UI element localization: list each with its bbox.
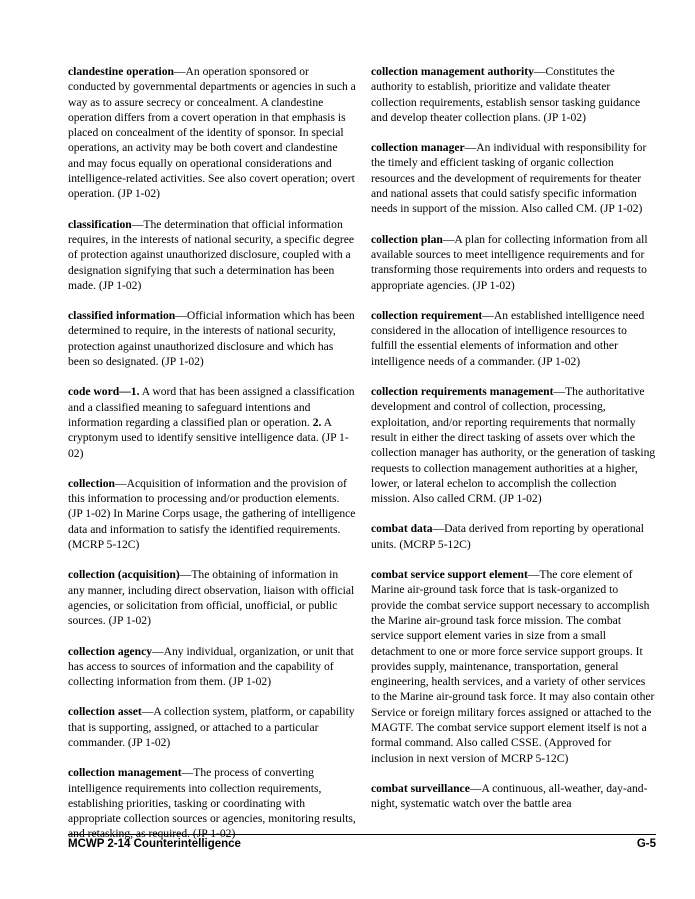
entry-term: collection requirement — [371, 308, 483, 322]
entry-definition: —The determination that official information requires, in the interests of national security, a specific degree of protection against unauthorized disclosure, coupled with a designation signifying that such a determination has been made. (JP 1-02) — [68, 217, 355, 292]
glossary-entry-collection-plan — [371, 232, 656, 293]
entry-term: collection manager — [371, 141, 465, 155]
entry-definition: —An established intelligence need considered in the allocation of intelligence resources to fulfill the essential elements of information and other intelligence needs of a commander. (JP 1-02) — [371, 308, 645, 368]
glossary-entry-combat-surveillance — [371, 781, 656, 812]
entry-term: collection — [68, 476, 116, 490]
entry-term: combat service support element — [371, 568, 528, 582]
glossary-entry-collection-management-authority — [371, 64, 656, 125]
entry-definition: —The authoritative development and control of collection, processing, exploitation, and/or reporting requirements that normally result in either the direct tasking of assets over which the collection manager has authority, or the generation of tasking requests to collection management authorities at a higher, lower, or lateral echelon to accomplish the collection mission. Also called CRM. (JP 1-02) — [371, 385, 656, 506]
entry-term: collection plan — [371, 232, 443, 246]
entry-definition: —An individual with responsibility for the timely and efficient tasking of organic collection resources and the development of requirements for theater and national assets that could satisfy specific information needs in support of the mission. Also called CM. (JP 1-02) — [371, 141, 647, 216]
entry-term: collection management authority — [371, 65, 534, 78]
entry-term: clandestine operation — [68, 65, 174, 78]
entry-term: collection asset — [68, 705, 142, 719]
entry-definition: —Official information which has been determined to require, in the interests of national security, protection against unauthorized disclosure and which has been so designated. (JP 1-02) — [68, 309, 355, 369]
entry-definition: —A collection system, platform, or capability that is supporting, assigned, or attached to a particular commander. (JP 1-02) — [68, 705, 355, 749]
entry-term: code word — [68, 385, 120, 399]
glossary-entry-collection-requirements-management — [371, 384, 656, 506]
glossary-entry-collection-asset — [68, 704, 356, 750]
glossary-entry-collection-manager — [371, 140, 656, 216]
entry-term: combat data — [371, 522, 433, 536]
entry-definition: —Any individual, organization, or unit that has access to sources of information and the capability of collecting information from them. (JP 1-02) — [68, 644, 354, 689]
glossary-entry-clandestine-operation — [68, 64, 356, 202]
glossary-entry-classification — [68, 217, 356, 293]
glossary-entry-classified-information — [68, 308, 356, 369]
entry-term: classified information — [68, 309, 176, 323]
footer-publication-title: MCWP 2-14 Counterintelligence — [68, 838, 241, 850]
entry-term: collection requirements management — [371, 385, 554, 399]
footer-divider — [68, 834, 656, 835]
entry-definition: —A continuous, all-weather, day-and-night, systematic watch over the battle area — [371, 781, 648, 811]
entry-definition-part2: A cryptonym used to identify sensitive intelligence data. (JP 1-02) — [68, 415, 349, 460]
entry-definition: —The obtaining of information in any manner, including direct observation, liaison with official agencies, or solicitation from official, unofficial, or public sources. (JP 1-02) — [68, 568, 355, 628]
glossary-entry-collection — [68, 476, 356, 552]
glossary-entry-code-word — [68, 384, 356, 460]
glossary-entry-collection-management — [68, 765, 356, 841]
entry-number-2: 2. — [312, 415, 322, 429]
entry-term: collection management — [68, 766, 182, 780]
entry-definition: —A plan for collecting information from all available sources to meet intelligence requirements and for transforming those requirements into orders and requests to appropriate agencies. (JP 1-02) — [371, 232, 648, 292]
glossary-entry-combat-data — [371, 521, 656, 552]
entry-definition-part1: A word that has been assigned a classification and a classified meaning to safeguard intentions and information regarding a classified plan or operation. — [68, 385, 355, 429]
entry-definition: —An operation sponsored or conducted by governmental departments or agencies in such a way as to assure secrecy or concealment. A clandestine operation differs from a covert operation in that emphasis is placed on concealment of the identity of sponsor. In special operations, an activity may be both covert and clandestine and may focus equally on operational considerations and intelligence-related activities. See also covert operation; overt operation. (JP 1-02) — [68, 65, 356, 201]
entry-term: collection agency — [68, 644, 153, 658]
entry-term: collection (acquisition) — [68, 568, 180, 582]
footer-page-number: G-5 — [636, 838, 656, 850]
glossary-entry-collection-requirement — [371, 308, 656, 369]
entry-definition: —Acquisition of information and the provision of this information to processing and/or production elements. (JP 1-02) In Marine Corps usage, the gathering of intelligence data and information to satisfy the identified requirements. (MCRP 5-12C) — [68, 476, 356, 552]
right-column — [371, 64, 656, 826]
left-column — [68, 64, 356, 857]
entry-term: classification — [68, 217, 132, 231]
glossary-entry-collection-acquisition — [68, 567, 356, 628]
entry-definition: —The core element of Marine air-ground task force that is task-organized to provide the combat service support necessary to accomplish the Marine air-ground task force mission. The combat service support element varies in size from a small detachment to one or more force service support groups. It provides supply, maintenance, transportation, general engineering, health services, and a variety of other services to the Marine air-ground task force. It may also contain other Service or foreign military forces assigned or attached to the MAGTF. The combat service support element itself is not a formal command. Also called CSSE. (Approved for inclusion in next version of MCRP 5-12C) — [371, 568, 655, 765]
entry-number-1: —1. — [119, 385, 140, 399]
glossary-entry-collection-agency — [68, 644, 356, 690]
entry-definition: —Data derived from reporting by operational units. (MCRP 5-12C) — [371, 522, 645, 551]
entry-term: combat surveillance — [371, 781, 470, 795]
glossary-entry-combat-service-support-element — [371, 567, 656, 766]
entry-definition: —The process of converting intelligence requirements into collection requirements, establishing priorities, tasking or coordinating with appropriate collection sources or agencies, monitoring results, and retasking, as required. (JP 1-02) — [68, 766, 356, 841]
entry-definition: —Constitutes the authority to establish, prioritize and validate theater collection requirements, establish sensor tasking guidance and develop theater collection plans. (JP 1-02) — [371, 65, 641, 124]
